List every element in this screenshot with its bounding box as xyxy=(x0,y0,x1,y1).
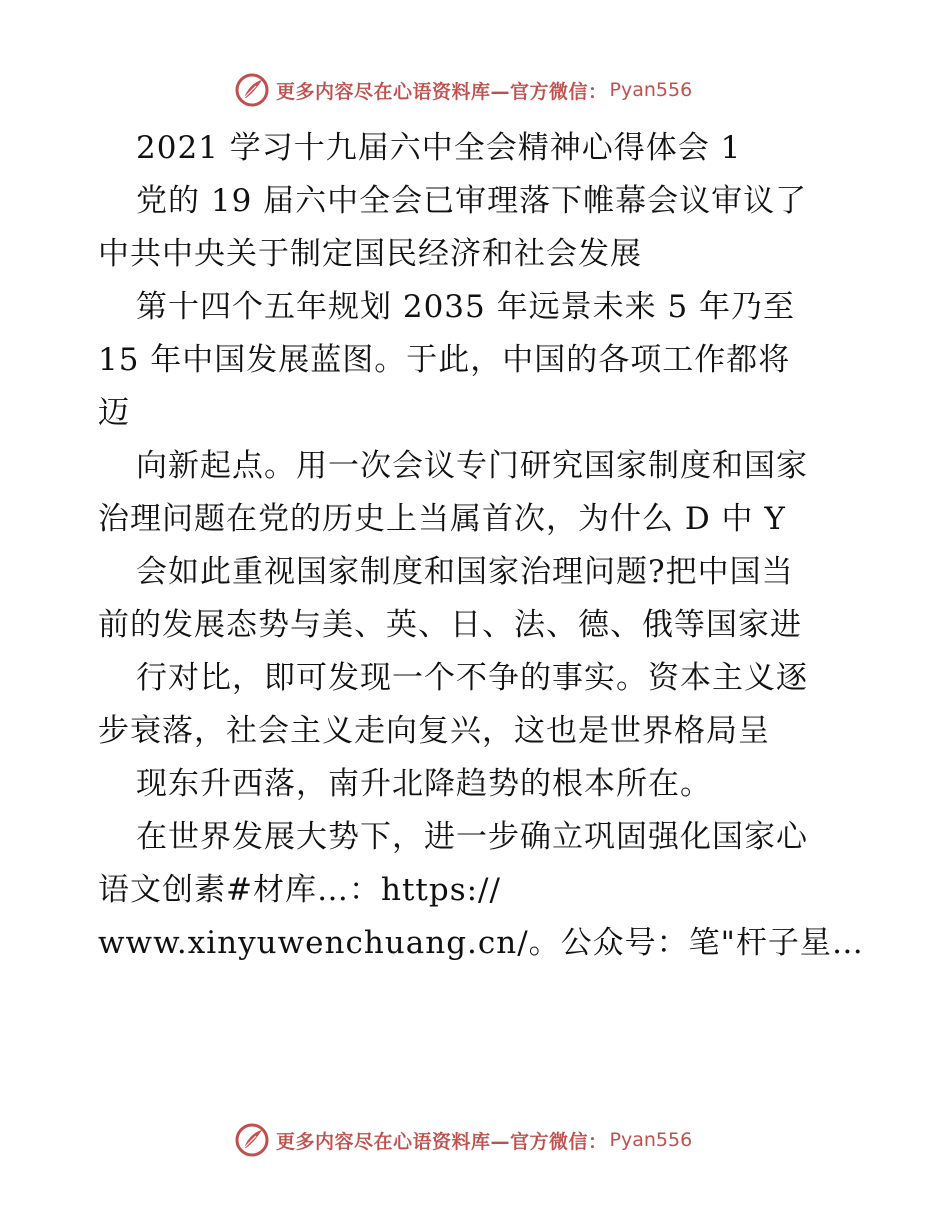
feather-pen-icon xyxy=(234,1122,270,1158)
watermark-wechat-id: Pyan556 xyxy=(609,1129,693,1151)
text-line: 行对比，即可发现一个不争的事实。资本主义逐 xyxy=(136,660,808,696)
text-line: 在世界发展大势下，进一步确立巩固强化国家心 xyxy=(136,819,808,855)
footer-watermark xyxy=(234,1120,692,1160)
text-line: 向新起点。用一次会议专门研究国家制度和国家 xyxy=(136,448,808,484)
document-body xyxy=(98,122,864,970)
text-line: 前的发展态势与美、英、日、法、德、俄等国家进 xyxy=(98,607,802,643)
header-watermark xyxy=(234,70,692,110)
text-line: 语文创素#材库…：https:// xyxy=(98,872,501,908)
text-line: 会如此重视国家制度和国家治理问题?把中国当 xyxy=(136,554,794,590)
watermark-wechat-id: Pyan556 xyxy=(609,79,693,101)
text-line: 步衰落，社会主义走向复兴，这也是世界格局呈 xyxy=(98,713,770,749)
text-line: 迈 xyxy=(98,395,130,431)
text-line: www.xinyuwenchuang.cn/。公众号：笔"杆子星… xyxy=(98,925,864,961)
text-line: 党的 19 届六中全会已审理落下帷幕会议审议了 xyxy=(136,183,808,219)
text-line: 治理问题在党的历史上当属首次，为什么 D 中 Y xyxy=(98,501,786,537)
text-line: 2021 学习十九届六中全会精神心得体会 1 xyxy=(136,130,742,166)
text-line: 现东升西落，南升北降趋势的根本所在。 xyxy=(136,766,712,802)
feather-pen-icon xyxy=(234,72,270,108)
text-line: 15 年中国发展蓝图。于此，中国的各项工作都将 xyxy=(98,342,791,378)
watermark-text: 更多内容尽在心语资料库—官方微信： xyxy=(276,80,608,103)
watermark-text: 更多内容尽在心语资料库—官方微信： xyxy=(276,1130,608,1153)
text-line: 第十四个五年规划 2035 年远景未来 5 年乃至 xyxy=(136,289,796,325)
text-line: 中共中央关于制定国民经济和社会发展 xyxy=(98,236,642,272)
